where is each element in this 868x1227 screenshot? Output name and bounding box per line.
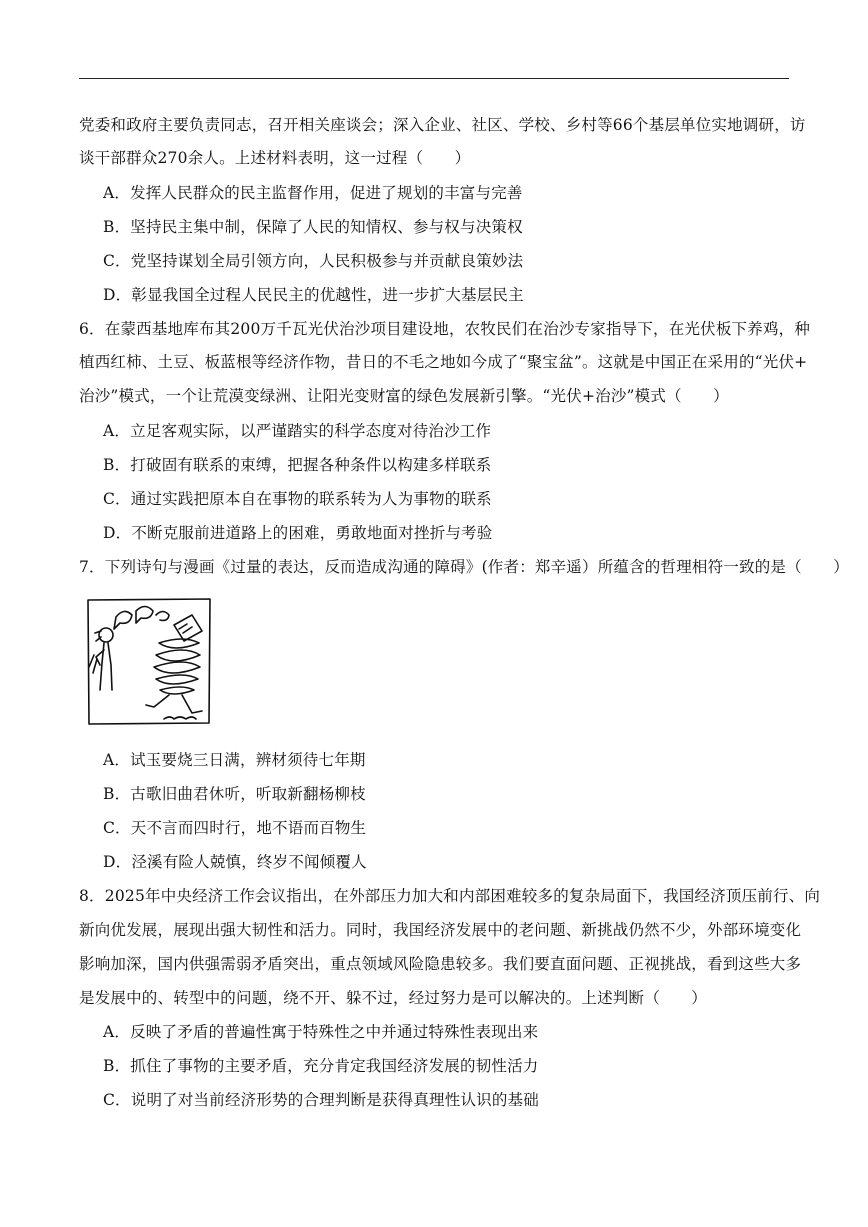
q7-option-b[interactable]: B．古歌旧曲君休听，听取新翻杨柳枝 [103,785,366,803]
q6-option-a[interactable]: A．立足客观实际，以严谨踏实的科学态度对待治沙工作 [103,422,492,440]
q6-option-d[interactable]: D．不断克服前进道路上的困难，勇敢地面对挫折与考验 [103,524,493,542]
q5-stem-line-2: 谈干部群众270余人。上述材料表明，这一过程（ ） [79,149,471,167]
q7-option-a[interactable]: A．试玉要烧三日满，辨材须待七年期 [103,751,366,769]
q5-option-d[interactable]: D．彰显我国全过程人民民主的优越性，进一步扩大基层民主 [103,286,524,304]
header-rule [79,78,789,79]
q7-stem-line-1: 7．下列诗句与漫画《过量的表达，反而造成沟通的障碍》(作者：郑辛遥）所蕴含的哲理相符一致的是（ ） [79,558,849,576]
q8-stem-line-2: 新向优发展，展现出强大韧性和活力。同时，我国经济发展中的老问题、新挑战仍然不少，外部环境变化 [79,921,802,939]
q6-stem-line-3: 治沙”模式，一个让荒漠变绿洲、让阳光变财富的绿色发展新引擎。“光伏+治沙”模式（ ） [79,387,729,405]
q6-option-b[interactable]: B．打破固有联系的束缚，把握各种条件以构建多样联系 [103,456,492,474]
q7-option-c[interactable]: C．天不言而四时行，地不语而百物生 [103,819,367,837]
q6-stem-line-1: 6．在蒙西基地库布其200万千瓦光伏治沙项目建设地，农牧民们在治沙专家指导下，在光伏板下养鸡，种 [79,320,811,338]
q8-option-b[interactable]: B．抓住了事物的主要矛盾，充分肯定我国经济发展的韧性活力 [103,1057,539,1075]
q7-option-d[interactable]: D．泾溪有险人兢慎，终岁不闻倾覆人 [103,853,367,871]
q6-option-c[interactable]: C．通过实践把原本自在事物的联系转为人为事物的联系 [103,490,492,508]
q5-option-b[interactable]: B．坚持民主集中制，保障了人民的知情权、参与权与决策权 [103,218,523,236]
q8-option-a[interactable]: A．反映了矛盾的普遍性寓于特殊性之中并通过特殊性表现出来 [103,1023,539,1041]
q8-option-c[interactable]: C．说明了对当前经济形势的合理判断是获得真理性认识的基础 [103,1091,539,1109]
cartoon-image [84,595,214,730]
q5-stem-line-1: 党委和政府主要负责同志，召开相关座谈会；深入企业、社区、学校、乡村等66个基层单位实地调研，访 [79,116,806,134]
q8-stem-line-4: 是发展中的、转型中的问题，绕不开、躲不过，经过努力是可以解决的。上述判断（ ） [79,989,708,1007]
q6-stem-line-2: 植西红柿、土豆、板蓝根等经济作物，昔日的不毛之地如今成了“聚宝盆”。这就是中国正在采用的“光伏+ [79,353,808,371]
q5-option-a[interactable]: A．发挥人民群众的民主监督作用，促进了规划的丰富与完善 [103,184,523,202]
q5-option-c[interactable]: C．党坚持谋划全局引领方向，人民积极参与并贡献良策妙法 [103,252,524,270]
q8-stem-line-3: 影响加深，国内供强需弱矛盾突出，重点领域风险隐患较多。我们要直面问题、正视挑战，看到这些大多 [79,955,802,973]
q8-stem-line-1: 8．2025年中央经济工作会议指出，在外部压力加大和内部困难较多的复杂局面下，我国经济顶压前行、向 [79,887,821,905]
